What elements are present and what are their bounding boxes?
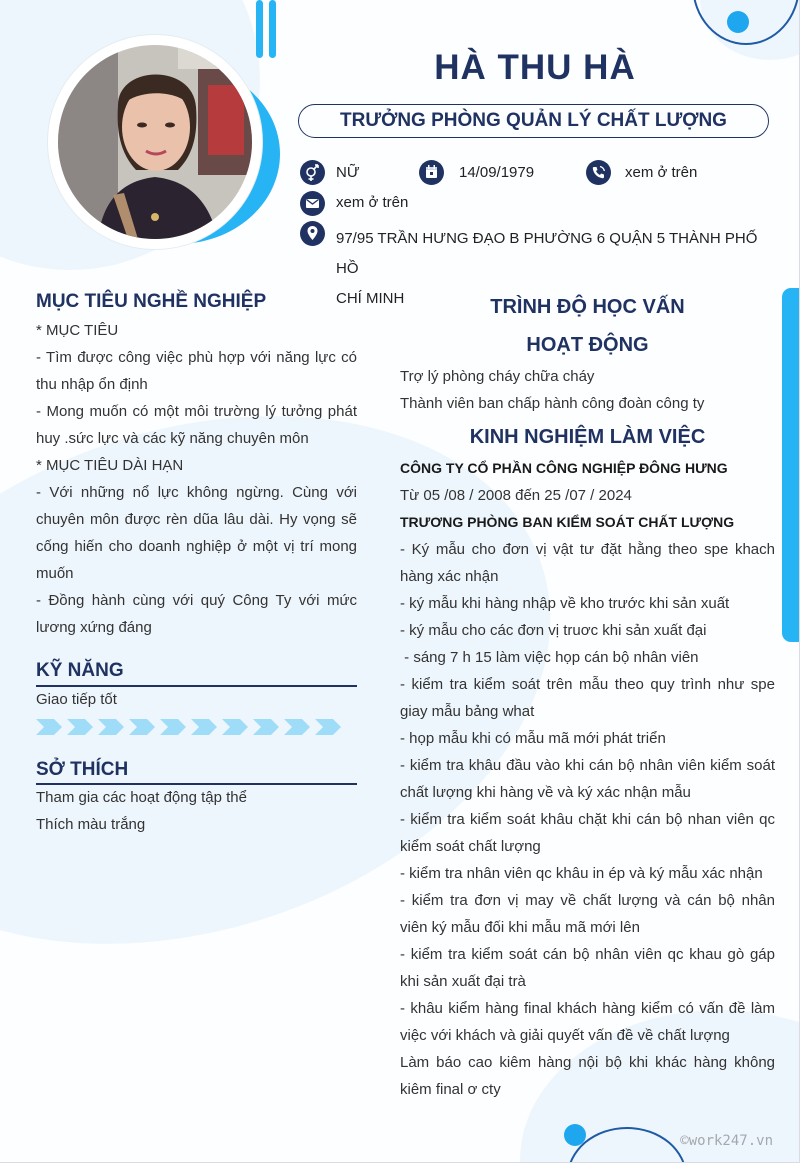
objective-line: * MỤC TIÊU — [36, 322, 119, 339]
experience-body — [400, 455, 775, 1103]
email-value: xem ở trên — [336, 194, 409, 211]
birthdate-value: 14/09/1979 — [459, 164, 535, 181]
skill-name: Giao tiếp tốt — [36, 691, 117, 708]
duty-item: - Ký mẫu cho đơn vị vật tư đặt hằng theo spe khach hàng xác nhận — [400, 541, 775, 585]
decor-bar — [256, 0, 263, 58]
objective-line: - Với những nổ lực không ngừng. Cùng với chuyên môn được rèn dũa lâu dài. Hy vọng sẽ cống hiến cho doanh nghiệp ở một vị trí mong muốn — [36, 484, 357, 582]
objective-line: - Mong muốn có một môi trường lý tưởng phát huy .sức lực và các kỹ năng chuyên môn — [36, 403, 357, 447]
objective-body — [36, 317, 357, 641]
gender-icon — [300, 160, 325, 185]
gender-value: NỮ — [336, 164, 360, 181]
location-icon — [300, 221, 325, 246]
phone-icon — [586, 160, 611, 185]
experience-heading: KINH NGHIỆM LÀM VIỆC — [469, 426, 706, 448]
mail-icon — [300, 191, 325, 216]
objective-line: - Tìm được công việc phù hợp với năng lực có thu nhập ổn định — [36, 349, 357, 393]
candidate-name: HÀ THU HÀ — [434, 48, 636, 87]
duty-item: - kiểm tra kiểm soát khâu chặt khi cán bộ nhan viên qc kiểm soát chất lượng — [400, 811, 775, 855]
decor-dot — [564, 1124, 586, 1146]
decor-dot — [727, 11, 749, 33]
decor-bar — [269, 0, 276, 58]
activity-item: Trợ lý phòng cháy chữa cháy — [400, 368, 595, 385]
objective-line: - Đồng hành cùng với quý Công Ty với mức lương xứng đáng — [36, 592, 357, 636]
education-heading: TRÌNH ĐỘ HỌC VẤN — [490, 296, 685, 318]
duty-item: - khâu kiểm hàng final khách hàng kiểm có vấn đề làm việc với khách và giải quyết vấn đề về chất lượng — [400, 1000, 775, 1044]
decor-side-bar — [782, 288, 800, 642]
hobby-item: Tham gia các hoạt động tập thể — [36, 789, 247, 806]
duty-item: - kiểm tra khâu đầu vào khi cán bộ nhân viên kiểm soát chất lượng khi hàng về và ký xác nhận mẫu — [400, 757, 775, 801]
duty-item: - kiểm tra kiểm soát cán bộ nhân viên qc khau gò gáp khi sản xuất đại trà — [400, 946, 775, 990]
profile-photo — [58, 45, 252, 239]
calendar-icon — [419, 160, 444, 185]
activities-list — [400, 363, 775, 417]
employment-period: Từ 05 /08 / 2008 đến 25 /07 / 2024 — [400, 487, 632, 504]
address-line: 97/95 TRẦN HƯNG ĐẠO B PHƯỜNG 6 QUẬN 5 THÀNH PHỐ HỒ — [336, 230, 758, 277]
objective-line: * MỤC TIÊU DÀI HẠN — [36, 457, 184, 474]
role-title: TRƯƠNG PHÒNG BAN KIỂM SOÁT CHẤT LƯỢNG — [400, 514, 735, 530]
company-name: CÔNG TY CỔ PHẦN CÔNG NGHIỆP ĐÔNG HƯNG — [400, 460, 728, 476]
hobby-item: Thích màu trắng — [36, 816, 146, 833]
activities-heading: HOẠT ĐỘNG — [526, 334, 649, 356]
address-line: CHÍ MINH — [336, 290, 405, 307]
duty-item: - kiểm tra nhân viên qc khâu in ép và ký mẫu xác nhận — [400, 865, 763, 882]
duty-item: Làm báo cao kiêm hàng nội bộ khi khác hàng không kiêm final ơ cty — [400, 1054, 775, 1098]
phone-value: xem ở trên — [625, 164, 698, 181]
duty-item: - ký mẫu cho các đơn vị truơc khi sản xuất đại — [400, 622, 707, 639]
hobbies-heading: SỞ THÍCH — [36, 759, 129, 780]
duty-item: - ký mẫu khi hàng nhập về kho trước khi sản xuất — [400, 595, 730, 612]
activity-item: Thành viên ban chấp hành công đoàn công ty — [400, 395, 705, 412]
objective-heading: MỤC TIÊU NGHỀ NGHIỆP — [36, 291, 267, 312]
skills-heading: KỸ NĂNG — [36, 660, 124, 681]
skill-level-bar — [36, 717, 348, 737]
duty-item: - sáng 7 h 15 làm việc họp cán bộ nhân viên — [400, 649, 699, 666]
duty-item: - kiểm tra đơn vị may về chất lượng và cán bộ nhân viên ký mẫu đối khi mẫu mã mới lên — [400, 892, 775, 936]
duty-item: - họp mẫu khi có mẫu mã mới phát triển — [400, 730, 666, 747]
duty-item: - kiểm tra kiểm soát trên mẫu theo quy trình như spe giay mẫu bảng what — [400, 676, 775, 720]
hobbies-list — [36, 784, 357, 838]
watermark: ©work247.vn — [680, 1133, 773, 1149]
job-title-badge: TRƯỞNG PHÒNG QUẢN LÝ CHẤT LƯỢNG — [298, 104, 769, 138]
